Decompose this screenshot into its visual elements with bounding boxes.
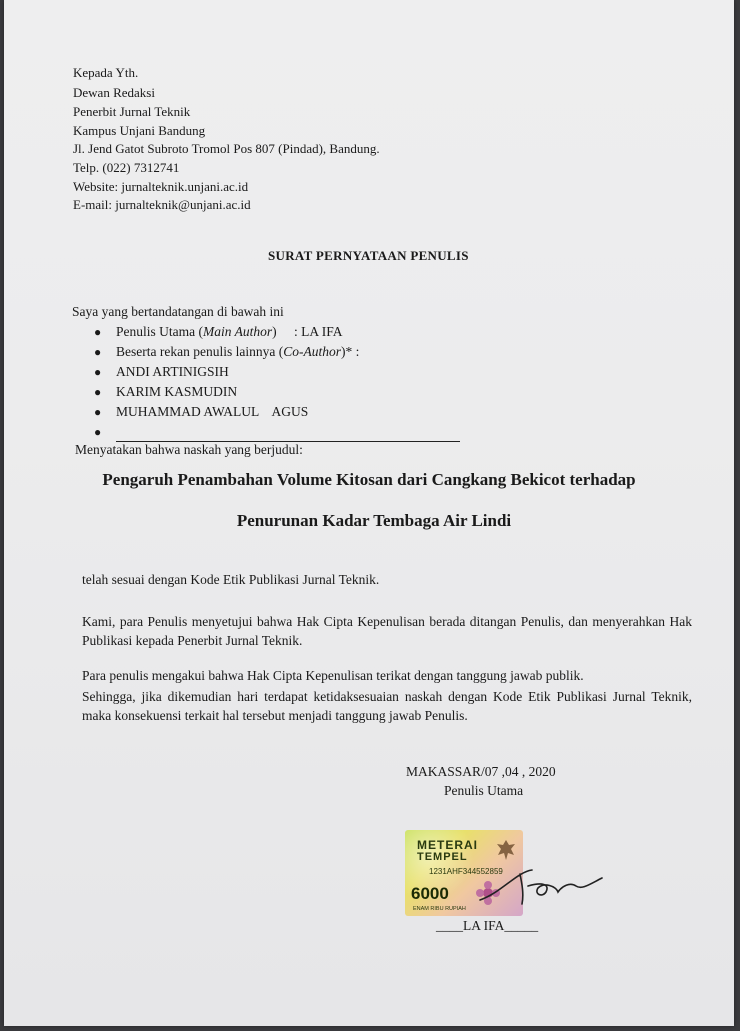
list-item: ● Beserta rekan penulis lainnya (Co-Author)* : [94, 342, 460, 362]
garuda-emblem-icon [495, 838, 517, 864]
list-item [94, 362, 460, 382]
signer-role: Penulis Utama [444, 783, 524, 798]
paper-title-line1: Pengaruh Penambahan Volume Kitosan dari Cangkang Bekicot terhadap [102, 470, 636, 489]
paragraph-2: Kami, para Penulis menyetujui bahwa Hak Cipta Kepenulisan berada ditangan Penulis, dan menyerahkan Hak Publikasi kepada Penerbit Jurnal Teknik. [82, 614, 692, 648]
bullet-icon: ● [94, 425, 102, 439]
recipient-line: E-mail: jurnalteknik@unjani.ac.id [73, 197, 251, 212]
signer-name: ____LA IFA_____ [436, 918, 539, 933]
paper-title-line2: Penurunan Kadar Tembaga Air Lindi [236, 511, 512, 530]
paragraph-1: telah sesuai dengan Kode Etik Publikasi Jurnal Teknik. [82, 572, 380, 587]
revenue-stamp: METERAI TEMPEL 1231AHF344552859 6000 ENAM RIBU RUPIAH [405, 830, 523, 916]
main-author-value: : LA IFA [294, 324, 343, 339]
co-author-name: ANDI ARTINIGSIH [116, 364, 229, 379]
place-date: MAKASSAR/07 ,04 , 2020 [406, 764, 556, 779]
co-author-name: MUHAMMAD AWALUL AGUS [116, 404, 309, 419]
list-item [94, 402, 460, 422]
list-item: ● Penulis Utama (Main Author) : LA IFA [94, 322, 460, 342]
co-author-name: KARIM KASMUDIN [116, 384, 238, 399]
recipient-line: Kampus Unjani Bandung [73, 123, 206, 138]
handwritten-signature [472, 862, 612, 912]
intro-text: Saya yang bertandatangan di bawah ini [72, 304, 284, 319]
bullet-icon: ● [94, 345, 102, 359]
statement-intro: Menyatakan bahwa naskah yang berjudul: [75, 442, 303, 457]
list-item [94, 422, 460, 442]
recipient-line: Jl. Jend Gatot Subroto Tromol Pos 807 (Pindad), Bandung. [73, 141, 380, 156]
blank-line [116, 428, 460, 442]
letter-title: SURAT PERNYATAAN PENULIS [268, 248, 469, 263]
paragraph-3-rest: Sehingga, jika dikemudian hari terdapat ketidaksesuaian naskah dengan Kode Etik Publikasi Jurnal Teknik, maka konsekuensi terkait hal tersebut menjadi tanggung jawab Penulis. [82, 689, 692, 723]
recipient-line: Website: jurnalteknik.unjani.ac.id [73, 179, 249, 194]
bullet-icon: ● [94, 405, 102, 419]
bullet-icon: ● [94, 385, 102, 399]
recipient-line: Kepada Yth. [73, 65, 139, 80]
list-item [94, 382, 460, 402]
bullet-icon: ● [94, 365, 102, 379]
document-page [4, 0, 734, 1026]
author-list [94, 322, 460, 442]
recipient-line: Penerbit Jurnal Teknik [73, 104, 191, 119]
recipient-line: Dewan Redaksi [73, 85, 155, 100]
recipient-line: Telp. (022) 7312741 [73, 160, 180, 175]
bullet-icon: ● [94, 325, 102, 339]
paragraph-3-line1: Para penulis mengakui bahwa Hak Cipta Kepenulisan terikat dengan tanggung jawab publik. [82, 668, 584, 683]
